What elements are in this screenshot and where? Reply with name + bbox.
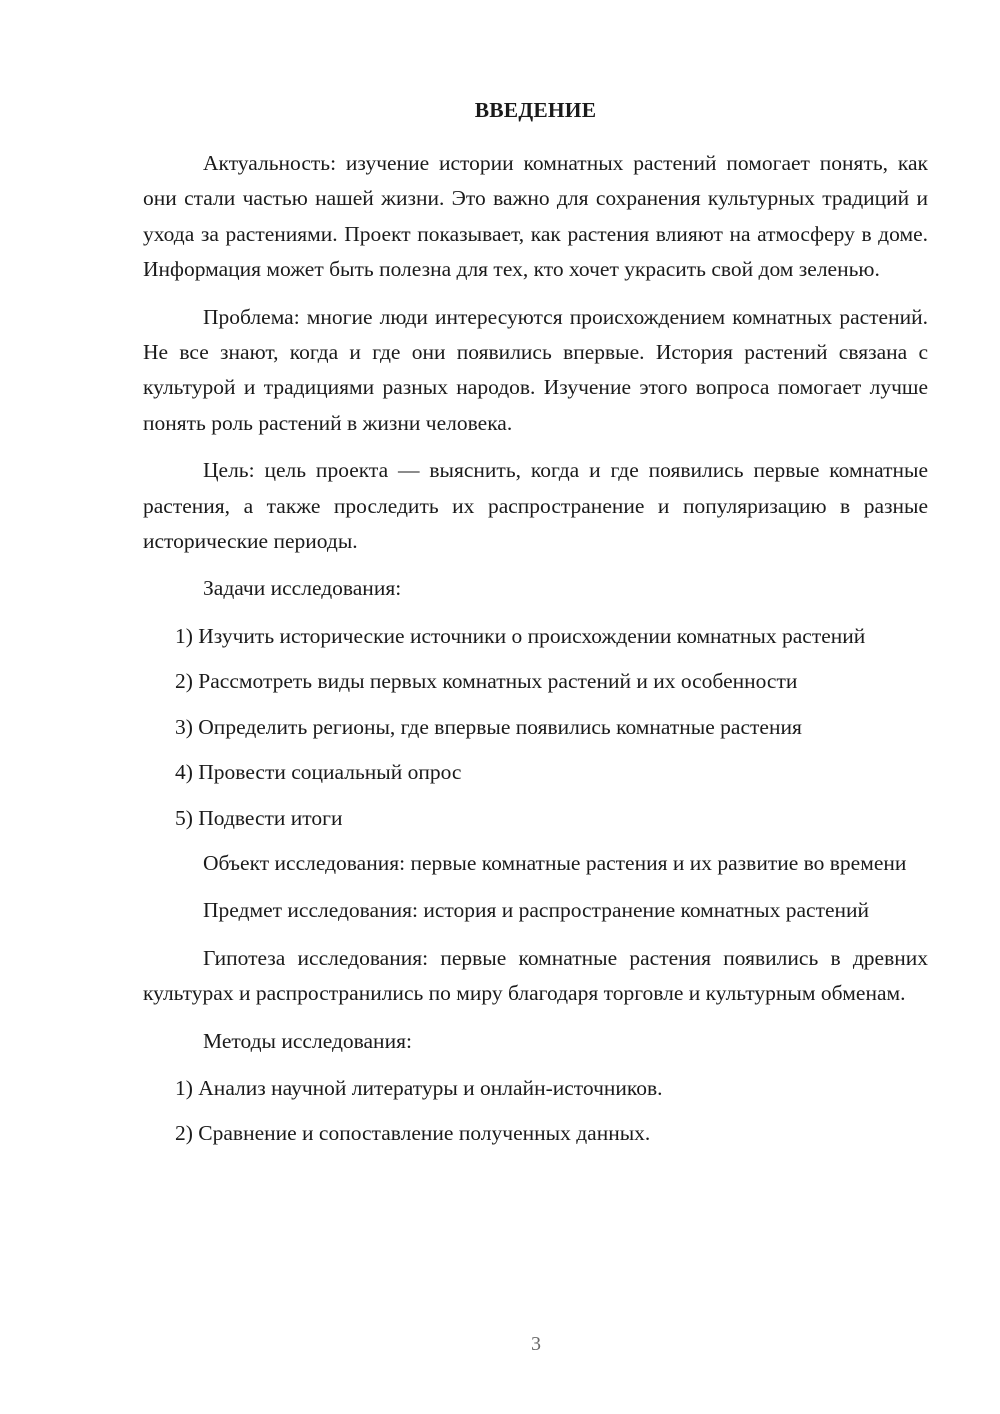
paragraph-object: Объект исследования: первые комнатные растения и их развитие во времени	[203, 850, 907, 875]
list-item: 5) Подвести итоги	[175, 805, 343, 830]
document-body	[143, 92, 928, 1162]
page-title: ВВЕДЕНИЕ	[474, 98, 597, 122]
paragraph-problem: Проблема: многие люди интересуются происхождением комнатных растений. Не все знают, когда и где они появились впервые. История растений связана с культурой и традициями разных народов. Изучение этого вопроса помогает лучше понять роль растений в жизни человека.	[143, 304, 928, 435]
tasks-heading: Задачи исследования:	[203, 576, 402, 601]
methods-list	[143, 1071, 928, 1152]
paragraph-hypothesis: Гипотеза исследования: первые комнатные растения появились в древних культурах и распространились по миру благодаря торговле и культурным обменам.	[143, 945, 928, 1006]
list-item: 1) Изучить исторические источники о происхождении комнатных растений	[175, 623, 866, 648]
list-item: 2) Рассмотреть виды первых комнатных растений и их особенности	[175, 669, 798, 694]
list-item: 3) Определить регионы, где впервые появились комнатные растения	[175, 714, 802, 739]
methods-heading: Методы исследования:	[203, 1028, 412, 1053]
paragraph-goal: Цель: цель проекта — выяснить, когда и где появились первые комнатные растения, а также проследить их распространение и популяризацию в разные исторические периоды.	[143, 458, 928, 554]
tasks-list	[143, 619, 928, 836]
paragraph-subject: Предмет исследования: история и распространение комнатных растений	[203, 898, 870, 923]
list-item: 4) Провести социальный опрос	[175, 760, 462, 785]
list-item: 2) Сравнение и сопоставление полученных данных.	[175, 1121, 651, 1146]
paragraph-relevance: Актуальность: изучение истории комнатных растений помогает понять, как они стали частью нашей жизни. Это важно для сохранения культурных традиций и ухода за растениями. Проект показывает, как растения влияют на атмосферу в доме. Информация может быть полезна для тех, кто хочет украсить свой дом зеленью.	[143, 151, 928, 282]
page-number: 3	[531, 1333, 541, 1355]
list-item: 1) Анализ научной литературы и онлайн-источников.	[175, 1075, 663, 1100]
